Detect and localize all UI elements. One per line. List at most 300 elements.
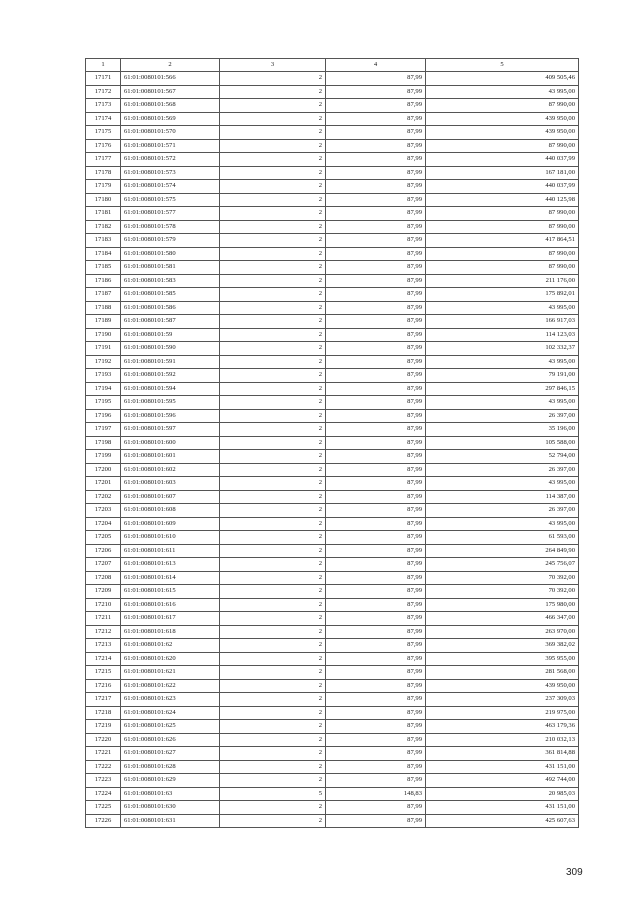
count-cell: 2 xyxy=(220,369,326,383)
table-row xyxy=(86,612,579,626)
row-index-cell: 17172 xyxy=(86,85,121,99)
cadastral-number-cell: 61:01:0080101:600 xyxy=(121,436,220,450)
row-index-cell: 17203 xyxy=(86,504,121,518)
area-cell: 87,99 xyxy=(326,355,426,369)
cadastral-number-cell: 61:01:0080101:602 xyxy=(121,463,220,477)
area-cell: 87,99 xyxy=(326,760,426,774)
table-row xyxy=(86,598,579,612)
count-cell: 2 xyxy=(220,625,326,639)
count-cell: 2 xyxy=(220,585,326,599)
value-cell: 167 181,00 xyxy=(426,166,579,180)
cadastral-number-cell: 61:01:0080101:623 xyxy=(121,693,220,707)
table-row xyxy=(86,166,579,180)
area-cell: 87,99 xyxy=(326,85,426,99)
area-cell: 87,99 xyxy=(326,328,426,342)
table-row xyxy=(86,450,579,464)
value-cell: 431 151,00 xyxy=(426,760,579,774)
area-cell: 87,99 xyxy=(326,301,426,315)
row-index-cell: 17218 xyxy=(86,706,121,720)
table-row xyxy=(86,274,579,288)
table-row xyxy=(86,720,579,734)
row-index-cell: 17210 xyxy=(86,598,121,612)
cadastral-number-cell: 61:01:0080101:62 xyxy=(121,639,220,653)
cadastral-number-cell: 61:01:0080101:580 xyxy=(121,247,220,261)
count-cell: 2 xyxy=(220,207,326,221)
row-index-cell: 17192 xyxy=(86,355,121,369)
count-cell: 2 xyxy=(220,126,326,140)
value-cell: 105 588,00 xyxy=(426,436,579,450)
table-row xyxy=(86,679,579,693)
row-index-cell: 17221 xyxy=(86,747,121,761)
table-row xyxy=(86,193,579,207)
value-cell: 26 397,00 xyxy=(426,463,579,477)
column-header-5: 5 xyxy=(426,59,579,72)
count-cell: 2 xyxy=(220,639,326,653)
table-row xyxy=(86,207,579,221)
table-row xyxy=(86,652,579,666)
area-cell: 87,99 xyxy=(326,261,426,275)
value-cell: 281 568,00 xyxy=(426,666,579,680)
value-cell: 463 179,36 xyxy=(426,720,579,734)
area-cell: 87,99 xyxy=(326,801,426,815)
value-cell: 114 387,00 xyxy=(426,490,579,504)
row-index-cell: 17219 xyxy=(86,720,121,734)
count-cell: 2 xyxy=(220,463,326,477)
cadastral-number-cell: 61:01:0080101:571 xyxy=(121,139,220,153)
count-cell: 2 xyxy=(220,652,326,666)
row-index-cell: 17184 xyxy=(86,247,121,261)
area-cell: 87,99 xyxy=(326,153,426,167)
count-cell: 2 xyxy=(220,774,326,788)
row-index-cell: 17204 xyxy=(86,517,121,531)
value-cell: 439 950,00 xyxy=(426,112,579,126)
area-cell: 87,99 xyxy=(326,490,426,504)
cadastral-number-cell: 61:01:0080101:613 xyxy=(121,558,220,572)
row-index-cell: 17222 xyxy=(86,760,121,774)
cadastral-number-cell: 61:01:0080101:629 xyxy=(121,774,220,788)
area-cell: 87,99 xyxy=(326,585,426,599)
area-cell: 87,99 xyxy=(326,396,426,410)
value-cell: 79 191,00 xyxy=(426,369,579,383)
cadastral-number-cell: 61:01:0080101:591 xyxy=(121,355,220,369)
table-row xyxy=(86,436,579,450)
row-index-cell: 17198 xyxy=(86,436,121,450)
count-cell: 2 xyxy=(220,436,326,450)
value-cell: 440 125,98 xyxy=(426,193,579,207)
value-cell: 431 151,00 xyxy=(426,801,579,815)
count-cell: 2 xyxy=(220,328,326,342)
area-cell: 87,99 xyxy=(326,72,426,86)
value-cell: 237 309,03 xyxy=(426,693,579,707)
value-cell: 175 980,00 xyxy=(426,598,579,612)
area-cell: 87,99 xyxy=(326,747,426,761)
value-cell: 425 607,63 xyxy=(426,814,579,828)
cadastral-number-cell: 61:01:0080101:627 xyxy=(121,747,220,761)
area-cell: 87,99 xyxy=(326,814,426,828)
count-cell: 2 xyxy=(220,72,326,86)
table-row xyxy=(86,490,579,504)
cadastral-number-cell: 61:01:0080101:618 xyxy=(121,625,220,639)
table-row xyxy=(86,315,579,329)
count-cell: 2 xyxy=(220,355,326,369)
table-row xyxy=(86,139,579,153)
row-index-cell: 17220 xyxy=(86,733,121,747)
count-cell: 2 xyxy=(220,396,326,410)
table-row xyxy=(86,787,579,801)
table-row xyxy=(86,396,579,410)
area-cell: 87,99 xyxy=(326,342,426,356)
row-index-cell: 17182 xyxy=(86,220,121,234)
row-index-cell: 17193 xyxy=(86,369,121,383)
table-row xyxy=(86,814,579,828)
table-row xyxy=(86,517,579,531)
registry-table xyxy=(85,58,579,828)
column-header-1: 1 xyxy=(86,59,121,72)
cadastral-number-cell: 61:01:0080101:592 xyxy=(121,369,220,383)
row-index-cell: 17188 xyxy=(86,301,121,315)
area-cell: 87,99 xyxy=(326,288,426,302)
cadastral-number-cell: 61:01:0080101:607 xyxy=(121,490,220,504)
cadastral-number-cell: 61:01:0080101:568 xyxy=(121,99,220,113)
cadastral-number-cell: 61:01:0080101:615 xyxy=(121,585,220,599)
table-row xyxy=(86,423,579,437)
cadastral-number-cell: 61:01:0080101:583 xyxy=(121,274,220,288)
row-index-cell: 17180 xyxy=(86,193,121,207)
row-index-cell: 17207 xyxy=(86,558,121,572)
area-cell: 87,99 xyxy=(326,436,426,450)
cadastral-number-cell: 61:01:0080101:594 xyxy=(121,382,220,396)
value-cell: 26 397,00 xyxy=(426,504,579,518)
value-cell: 43 995,00 xyxy=(426,301,579,315)
row-index-cell: 17224 xyxy=(86,787,121,801)
value-cell: 43 995,00 xyxy=(426,355,579,369)
area-cell: 87,99 xyxy=(326,220,426,234)
cadastral-number-cell: 61:01:0080101:628 xyxy=(121,760,220,774)
value-cell: 61 593,00 xyxy=(426,531,579,545)
table-row xyxy=(86,369,579,383)
area-cell: 87,99 xyxy=(326,112,426,126)
cadastral-number-cell: 61:01:0080101:601 xyxy=(121,450,220,464)
area-cell: 87,99 xyxy=(326,180,426,194)
row-index-cell: 17175 xyxy=(86,126,121,140)
cadastral-number-cell: 61:01:0080101:567 xyxy=(121,85,220,99)
cadastral-number-cell: 61:01:0080101:595 xyxy=(121,396,220,410)
table-row xyxy=(86,706,579,720)
row-index-cell: 17171 xyxy=(86,72,121,86)
area-cell: 87,99 xyxy=(326,477,426,491)
area-cell: 87,99 xyxy=(326,126,426,140)
cadastral-number-cell: 61:01:0080101:596 xyxy=(121,409,220,423)
area-cell: 148,83 xyxy=(326,787,426,801)
count-cell: 2 xyxy=(220,747,326,761)
count-cell: 5 xyxy=(220,787,326,801)
area-cell: 87,99 xyxy=(326,382,426,396)
value-cell: 211 176,00 xyxy=(426,274,579,288)
cadastral-number-cell: 61:01:0080101:578 xyxy=(121,220,220,234)
count-cell: 2 xyxy=(220,693,326,707)
count-cell: 2 xyxy=(220,112,326,126)
cadastral-number-cell: 61:01:0080101:610 xyxy=(121,531,220,545)
area-cell: 87,99 xyxy=(326,423,426,437)
cadastral-number-cell: 61:01:0080101:587 xyxy=(121,315,220,329)
area-cell: 87,99 xyxy=(326,504,426,518)
count-cell: 2 xyxy=(220,234,326,248)
row-index-cell: 17211 xyxy=(86,612,121,626)
column-header-2: 2 xyxy=(121,59,220,72)
count-cell: 2 xyxy=(220,477,326,491)
value-cell: 439 950,00 xyxy=(426,679,579,693)
area-cell: 87,99 xyxy=(326,774,426,788)
cadastral-number-cell: 61:01:0080101:603 xyxy=(121,477,220,491)
cadastral-number-cell: 61:01:0080101:626 xyxy=(121,733,220,747)
count-cell: 2 xyxy=(220,153,326,167)
area-cell: 87,99 xyxy=(326,99,426,113)
value-cell: 361 814,88 xyxy=(426,747,579,761)
row-index-cell: 17212 xyxy=(86,625,121,639)
row-index-cell: 17215 xyxy=(86,666,121,680)
value-cell: 466 347,00 xyxy=(426,612,579,626)
value-cell: 395 955,00 xyxy=(426,652,579,666)
value-cell: 70 392,00 xyxy=(426,585,579,599)
table-row xyxy=(86,99,579,113)
table-body xyxy=(86,72,579,828)
count-cell: 2 xyxy=(220,342,326,356)
value-cell: 297 846,15 xyxy=(426,382,579,396)
row-index-cell: 17179 xyxy=(86,180,121,194)
count-cell: 2 xyxy=(220,666,326,680)
count-cell: 2 xyxy=(220,99,326,113)
value-cell: 166 917,03 xyxy=(426,315,579,329)
value-cell: 369 382,02 xyxy=(426,639,579,653)
count-cell: 2 xyxy=(220,288,326,302)
cadastral-number-cell: 61:01:0080101:579 xyxy=(121,234,220,248)
value-cell: 87 990,00 xyxy=(426,247,579,261)
row-index-cell: 17202 xyxy=(86,490,121,504)
table-row xyxy=(86,180,579,194)
count-cell: 2 xyxy=(220,531,326,545)
row-index-cell: 17187 xyxy=(86,288,121,302)
value-cell: 87 990,00 xyxy=(426,220,579,234)
table-row xyxy=(86,639,579,653)
count-cell: 2 xyxy=(220,193,326,207)
row-index-cell: 17205 xyxy=(86,531,121,545)
cadastral-number-cell: 61:01:0080101:59 xyxy=(121,328,220,342)
table-row xyxy=(86,774,579,788)
row-index-cell: 17225 xyxy=(86,801,121,815)
count-cell: 2 xyxy=(220,180,326,194)
cadastral-number-cell: 61:01:0080101:630 xyxy=(121,801,220,815)
cadastral-number-cell: 61:01:0080101:609 xyxy=(121,517,220,531)
cadastral-number-cell: 61:01:0080101:611 xyxy=(121,544,220,558)
table-row xyxy=(86,558,579,572)
count-cell: 2 xyxy=(220,706,326,720)
table-row xyxy=(86,666,579,680)
area-cell: 87,99 xyxy=(326,369,426,383)
row-index-cell: 17181 xyxy=(86,207,121,221)
value-cell: 175 892,01 xyxy=(426,288,579,302)
count-cell: 2 xyxy=(220,85,326,99)
row-index-cell: 17199 xyxy=(86,450,121,464)
table-row xyxy=(86,85,579,99)
value-cell: 210 032,13 xyxy=(426,733,579,747)
cadastral-number-cell: 61:01:0080101:616 xyxy=(121,598,220,612)
row-index-cell: 17208 xyxy=(86,571,121,585)
area-cell: 87,99 xyxy=(326,679,426,693)
area-cell: 87,99 xyxy=(326,706,426,720)
count-cell: 2 xyxy=(220,166,326,180)
cadastral-number-cell: 61:01:0080101:569 xyxy=(121,112,220,126)
count-cell: 2 xyxy=(220,598,326,612)
cadastral-number-cell: 61:01:0080101:608 xyxy=(121,504,220,518)
value-cell: 245 756,07 xyxy=(426,558,579,572)
row-index-cell: 17223 xyxy=(86,774,121,788)
table-row xyxy=(86,355,579,369)
row-index-cell: 17196 xyxy=(86,409,121,423)
row-index-cell: 17186 xyxy=(86,274,121,288)
value-cell: 87 990,00 xyxy=(426,207,579,221)
table-row xyxy=(86,693,579,707)
count-cell: 2 xyxy=(220,139,326,153)
table-row xyxy=(86,504,579,518)
area-cell: 87,99 xyxy=(326,558,426,572)
count-cell: 2 xyxy=(220,504,326,518)
value-cell: 26 397,00 xyxy=(426,409,579,423)
row-index-cell: 17194 xyxy=(86,382,121,396)
value-cell: 43 995,00 xyxy=(426,517,579,531)
area-cell: 87,99 xyxy=(326,207,426,221)
row-index-cell: 17189 xyxy=(86,315,121,329)
area-cell: 87,99 xyxy=(326,652,426,666)
count-cell: 2 xyxy=(220,409,326,423)
count-cell: 2 xyxy=(220,720,326,734)
table-row xyxy=(86,585,579,599)
area-cell: 87,99 xyxy=(326,625,426,639)
cadastral-number-cell: 61:01:0080101:566 xyxy=(121,72,220,86)
table-row xyxy=(86,382,579,396)
count-cell: 2 xyxy=(220,558,326,572)
table-header-row xyxy=(86,59,579,72)
row-index-cell: 17213 xyxy=(86,639,121,653)
area-cell: 87,99 xyxy=(326,598,426,612)
count-cell: 2 xyxy=(220,571,326,585)
count-cell: 2 xyxy=(220,220,326,234)
value-cell: 52 794,00 xyxy=(426,450,579,464)
area-cell: 87,99 xyxy=(326,693,426,707)
value-cell: 70 392,00 xyxy=(426,571,579,585)
area-cell: 87,99 xyxy=(326,571,426,585)
table-row xyxy=(86,531,579,545)
value-cell: 87 990,00 xyxy=(426,99,579,113)
count-cell: 2 xyxy=(220,382,326,396)
area-cell: 87,99 xyxy=(326,720,426,734)
count-cell: 2 xyxy=(220,733,326,747)
cadastral-number-cell: 61:01:0080101:585 xyxy=(121,288,220,302)
count-cell: 2 xyxy=(220,760,326,774)
value-cell: 492 744,00 xyxy=(426,774,579,788)
area-cell: 87,99 xyxy=(326,639,426,653)
count-cell: 2 xyxy=(220,315,326,329)
row-index-cell: 17185 xyxy=(86,261,121,275)
row-index-cell: 17174 xyxy=(86,112,121,126)
cadastral-number-cell: 61:01:0080101:622 xyxy=(121,679,220,693)
cadastral-number-cell: 61:01:0080101:63 xyxy=(121,787,220,801)
area-cell: 87,99 xyxy=(326,450,426,464)
cadastral-number-cell: 61:01:0080101:590 xyxy=(121,342,220,356)
table-row xyxy=(86,477,579,491)
area-cell: 87,99 xyxy=(326,409,426,423)
cadastral-number-cell: 61:01:0080101:625 xyxy=(121,720,220,734)
cadastral-number-cell: 61:01:0080101:570 xyxy=(121,126,220,140)
area-cell: 87,99 xyxy=(326,531,426,545)
table-row xyxy=(86,544,579,558)
table-row xyxy=(86,760,579,774)
table-row xyxy=(86,571,579,585)
area-cell: 87,99 xyxy=(326,517,426,531)
cadastral-number-cell: 61:01:0080101:621 xyxy=(121,666,220,680)
value-cell: 20 985,03 xyxy=(426,787,579,801)
row-index-cell: 17183 xyxy=(86,234,121,248)
value-cell: 102 332,37 xyxy=(426,342,579,356)
area-cell: 87,99 xyxy=(326,247,426,261)
table-row xyxy=(86,409,579,423)
count-cell: 2 xyxy=(220,450,326,464)
value-cell: 440 037,99 xyxy=(426,153,579,167)
count-cell: 2 xyxy=(220,801,326,815)
table-row xyxy=(86,342,579,356)
table-row xyxy=(86,301,579,315)
cadastral-number-cell: 61:01:0080101:572 xyxy=(121,153,220,167)
value-cell: 87 990,00 xyxy=(426,261,579,275)
value-cell: 440 037,99 xyxy=(426,180,579,194)
table-row xyxy=(86,112,579,126)
area-cell: 87,99 xyxy=(326,612,426,626)
row-index-cell: 17190 xyxy=(86,328,121,342)
area-cell: 87,99 xyxy=(326,234,426,248)
area-cell: 87,99 xyxy=(326,666,426,680)
row-index-cell: 17177 xyxy=(86,153,121,167)
count-cell: 2 xyxy=(220,274,326,288)
cadastral-number-cell: 61:01:0080101:586 xyxy=(121,301,220,315)
table-row xyxy=(86,72,579,86)
value-cell: 417 864,51 xyxy=(426,234,579,248)
cadastral-number-cell: 61:01:0080101:614 xyxy=(121,571,220,585)
count-cell: 2 xyxy=(220,679,326,693)
area-cell: 87,99 xyxy=(326,315,426,329)
value-cell: 43 995,00 xyxy=(426,85,579,99)
value-cell: 114 123,03 xyxy=(426,328,579,342)
value-cell: 43 995,00 xyxy=(426,477,579,491)
row-index-cell: 17214 xyxy=(86,652,121,666)
table-row xyxy=(86,625,579,639)
area-cell: 87,99 xyxy=(326,166,426,180)
row-index-cell: 17176 xyxy=(86,139,121,153)
cadastral-number-cell: 61:01:0080101:577 xyxy=(121,207,220,221)
column-header-4: 4 xyxy=(326,59,426,72)
page-number: 309 xyxy=(566,867,583,878)
area-cell: 87,99 xyxy=(326,544,426,558)
table-row xyxy=(86,463,579,477)
count-cell: 2 xyxy=(220,612,326,626)
cadastral-number-cell: 61:01:0080101:631 xyxy=(121,814,220,828)
value-cell: 87 990,00 xyxy=(426,139,579,153)
cadastral-number-cell: 61:01:0080101:624 xyxy=(121,706,220,720)
area-cell: 87,99 xyxy=(326,193,426,207)
table-row xyxy=(86,234,579,248)
row-index-cell: 17191 xyxy=(86,342,121,356)
row-index-cell: 17200 xyxy=(86,463,121,477)
value-cell: 409 505,46 xyxy=(426,72,579,86)
value-cell: 43 995,00 xyxy=(426,396,579,410)
